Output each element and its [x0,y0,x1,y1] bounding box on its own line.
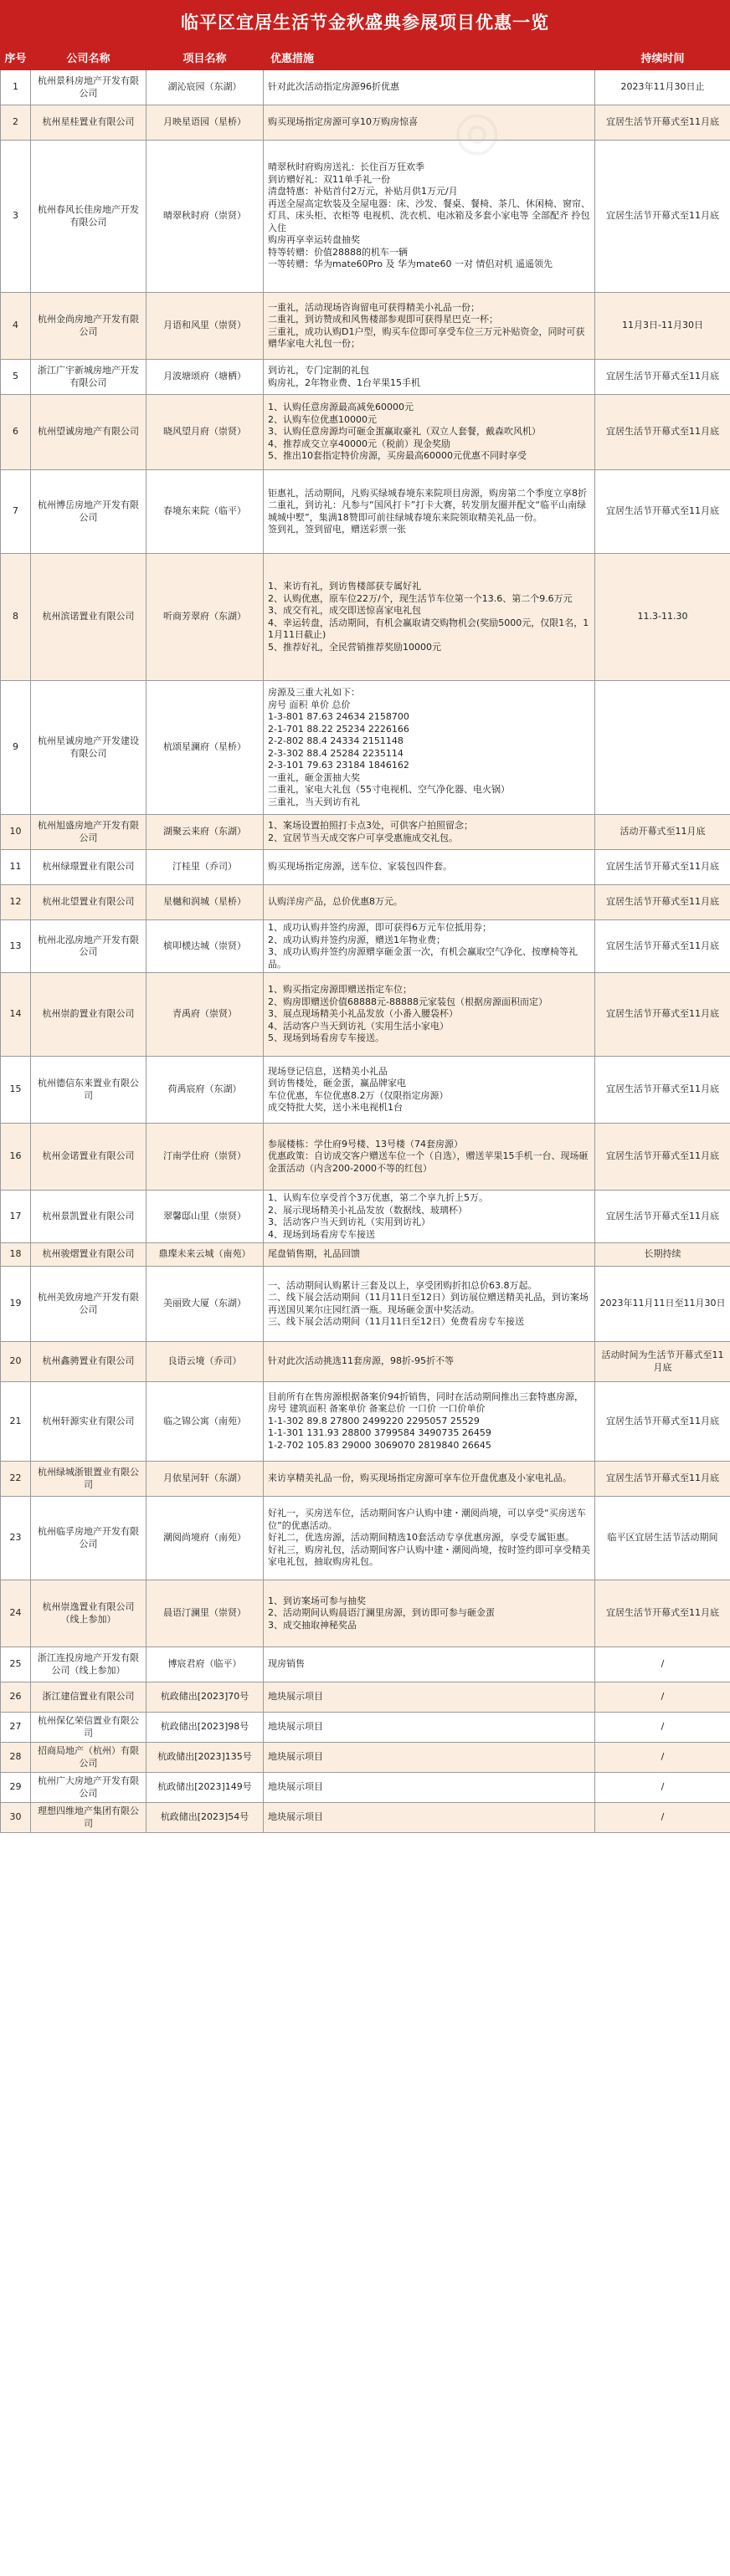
company-name: 浙江连投房地产开发有限公司（线上参加） [31,1647,147,1682]
row-number: 20 [1,1342,31,1382]
offer-details: 购买现场指定房源可享10万购房惊喜 [264,105,595,141]
table-row [1,395,730,470]
table-row [1,105,730,141]
offer-details: 到访礼，专门定制的礼包 购房礼，2年物业费、1台苹果15手机 [264,360,595,395]
project-name: 晓风望月府（崇贤） [147,395,264,470]
project-name: 杭政储出[2023]70号 [147,1682,264,1713]
offer-details: 一重礼，活动现场咨询留电可获得精美小礼品一份； 二重礼，到访赞成和风售楼部参观即可获得星巴克一杯； 三重礼，成功认购D1户型，购买车位即可享受车位三万元补贴资金，同时可获赠华家电大礼包一份； [264,293,595,360]
duration: 宜居生活节开幕式至11月底 [595,141,730,293]
project-name: 杭颂星澜府（星桥） [147,681,264,815]
company-name: 杭州金尚房地产开发有限公司 [31,293,147,360]
company-name: 杭州德信东来置业有限公司 [31,1057,147,1124]
offer-details: 1、案场设置拍照打卡点3处，可供客户拍照留念； 2、宜居节当天成交客户可享受惠施成交礼包。 [264,815,595,850]
row-number: 22 [1,1462,31,1497]
row-number: 3 [1,141,31,293]
duration: 宜居生活节开幕式至11月底 [595,105,730,141]
company-name: 浙江建信置业有限公司 [31,1682,147,1713]
row-number: 14 [1,973,31,1057]
duration: 宜居生活节开幕式至11月底 [595,1191,730,1243]
offer-details: 购买现场指定房源，送车位、家装包四件套。 [264,850,595,885]
row-number: 15 [1,1057,31,1124]
row-number: 24 [1,1580,31,1647]
company-name: 杭州北泓房地产开发有限公司 [31,920,147,973]
row-number: 23 [1,1497,31,1580]
header-duration: 持续时间 [595,44,730,70]
project-name: 湖聚云来府（东湖） [147,815,264,850]
company-name: 杭州星诚房地产开发建设有限公司 [31,681,147,815]
table-row [1,1647,730,1682]
offer-details: 1、认购任意房源最高减免60000元 2、认购车位优惠10000元 3、认购任意房源均可砸金蛋赢取豪礼（双立人套餐，戴森吹风机） 4、推荐成交立享40000元（税前）现金奖励 5、推出10套指定特价房源，买房最高60000元优惠不同时享受 [264,395,595,470]
row-number: 29 [1,1773,31,1803]
header-company: 公司名称 [31,44,147,70]
row-number: 21 [1,1382,31,1462]
duration: / [595,1647,730,1682]
duration: 宜居生活节开幕式至11月底 [595,1124,730,1191]
duration: 11.3-11.30 [595,554,730,681]
table-row [1,1057,730,1124]
duration: 宜居生活节开幕式至11月底 [595,850,730,885]
table-row [1,850,730,885]
row-number: 28 [1,1743,31,1773]
duration: / [595,1773,730,1803]
company-name: 杭州绿璟置业有限公司 [31,850,147,885]
offer-details: 认购洋房产品，总价优惠8万元。 [264,885,595,920]
duration: 长期持续 [595,1243,730,1267]
table-header [1,44,730,70]
row-number: 1 [1,70,31,105]
company-name: 杭州春风长佳房地产开发有限公司 [31,141,147,293]
duration: / [595,1713,730,1743]
project-name: 临之锦公寓（南苑） [147,1382,264,1462]
duration [595,681,730,815]
offer-details: 地块展示项目 [264,1713,595,1743]
row-number: 19 [1,1267,31,1342]
project-name: 汀桂里（乔司） [147,850,264,885]
table-row [1,70,730,105]
table-row [1,1713,730,1743]
row-number: 4 [1,293,31,360]
duration: / [595,1682,730,1713]
company-name: 杭州崇韵置业有限公司 [31,973,147,1057]
row-number: 10 [1,815,31,850]
company-name: 杭州星桂置业有限公司 [31,105,147,141]
project-name: 潮阅尚境府（南苑） [147,1497,264,1580]
row-number: 2 [1,105,31,141]
table-row [1,360,730,395]
table-row [1,1773,730,1803]
company-name: 杭州广大房地产开发有限公司 [31,1773,147,1803]
offer-details: 一、活动期间认购累计三套及以上，享受团购折扣总价63.8万起。 二、线下展会活动期间（11月11日至12日）到访展位赠送精美礼品，到访案场再送国贝莱尔庄园红酒一瓶。现场砸金蛋中奖活动。 三、线下展会活动期间（11月11日至12日）免费看房专车接送 [264,1267,595,1342]
company-name: 杭州临孚房地产开发有限公司 [31,1497,147,1580]
duration: / [595,1743,730,1773]
table-row [1,1191,730,1243]
header-project: 项目名称 [147,44,264,70]
offer-details: 地块展示项目 [264,1682,595,1713]
duration: 临平区宜居生活节活动期间 [595,1497,730,1580]
offer-details: 1、到访案场可参与抽奖 2、活动期间认购晨语汀澜里房源，到访即可参与砸金蛋 3、成交抽取神秘奖品 [264,1580,595,1647]
project-name: 听商芳翠府（东湖） [147,554,264,681]
row-number: 9 [1,681,31,815]
duration: 宜居生活节开幕式至11月底 [595,885,730,920]
company-name: 杭州北望置业有限公司 [31,885,147,920]
table-row [1,920,730,973]
company-name: 杭州绿城浙银置业有限公司 [31,1462,147,1497]
company-name: 杭州保亿荣信置业有限公司 [31,1713,147,1743]
company-name: 杭州望诚房地产有限公司 [31,395,147,470]
row-number: 5 [1,360,31,395]
company-name: 杭州鑫骋置业有限公司 [31,1342,147,1382]
table-row [1,1580,730,1647]
table-row [1,1803,730,1833]
table-row [1,141,730,293]
offer-details: 尾盘销售期，礼品回馈 [264,1243,595,1267]
company-name: 招商局地产（杭州）有限公司 [31,1743,147,1773]
header-no: 序号 [1,44,31,70]
offer-details: 针对此次活动指定房源96折优惠 [264,70,595,105]
table-row [1,1243,730,1267]
row-number: 8 [1,554,31,681]
project-name: 晴翠秋时府（崇贤） [147,141,264,293]
row-number: 18 [1,1243,31,1267]
row-number: 6 [1,395,31,470]
offer-details: 地块展示项目 [264,1773,595,1803]
company-name: 杭州金诺置业有限公司 [31,1124,147,1191]
project-name: 湖沁宸园（东湖） [147,70,264,105]
project-name: 月映星语园（星桥） [147,105,264,141]
offer-details: 现场登记信息，送精美小礼品 到访售楼处，砸金蛋，赢品牌家电 车位优惠，车位优惠8.2万（仅限指定房源） 成交特批大奖，送小米电视机1台 [264,1057,595,1124]
company-name: 杭州滨诺置业有限公司 [31,554,147,681]
company-name: 杭州景凯置业有限公司 [31,1191,147,1243]
table-row [1,1743,730,1773]
company-name: 杭州旭盛房地产开发有限公司 [31,815,147,850]
table-row [1,470,730,554]
duration: 宜居生活节开幕式至11月底 [595,360,730,395]
project-name: 青禹府（崇贤） [147,973,264,1057]
table-row [1,681,730,815]
duration: 11月3日-11月30日 [595,293,730,360]
project-name: 良语云境（乔司） [147,1342,264,1382]
project-table [0,44,730,1833]
duration: 宜居生活节开幕式至11月底 [595,1382,730,1462]
offer-details: 针对此次活动挑选11套房源，98折-95折不等 [264,1342,595,1382]
row-number: 27 [1,1713,31,1743]
offer-details: 参展楼栋：学仕府9号楼、13号楼（74套房源） 优惠政策：自访成交客户赠送车位一个（自选），赠送苹果15手机一台、现场砸金蛋活动（内含200-2000不等的红包） [264,1124,595,1191]
company-name: 杭州美致房地产开发有限公司 [31,1267,147,1342]
project-name: 杭政储出[2023]54号 [147,1803,264,1833]
project-name: 槟叩檨达城（崇贤） [147,920,264,973]
row-number: 26 [1,1682,31,1713]
project-name: 荷禹宸府（东湖） [147,1057,264,1124]
table-row [1,1124,730,1191]
offer-details: 房源及三重大礼如下： 房号 面积 单价 总价 1-3-801 87.63 24634 2158700 2-1-701 88.22 25234 2226166 2-2-802 88.4 24334 2151148 2-3-302 88.4 25284 2235114 2-3-101 79.63 23184 1846162 一重礼，砸金蛋抽大奖 二重礼，家电大礼包（55寸电视机、空气净化器、电火锅） 三重礼，当天到访有礼 [264,681,595,815]
table-body [1,70,730,1833]
row-number: 13 [1,920,31,973]
company-name: 杭州骏熠置业有限公司 [31,1243,147,1267]
project-name: 月语和风里（崇贤） [147,293,264,360]
table-row [1,1682,730,1713]
table-row [1,815,730,850]
project-name: 星樾和润城（星桥） [147,885,264,920]
project-name: 美丽致大厦（东湖） [147,1267,264,1342]
duration: 宜居生活节开幕式至11月底 [595,470,730,554]
duration: 2023年11月30日止 [595,70,730,105]
table-row [1,293,730,360]
row-number: 30 [1,1803,31,1833]
offer-details: 钜惠礼，活动期间，凡购买绿城春境东来院项目房源，购房第二个季度立享8折 二重礼，到访礼：凡参与“国风打卡”打卡大赛，转发朋友圈并配文“临平山南绿城城中墅”，集满18赞即可前往绿城春境东来院领取精美礼品一份。 签到礼，签到留电，赠送彩票一张 [264,470,595,554]
company-name: 杭州博岳房地产开发有限公司 [31,470,147,554]
offer-details: 晴翠秋时府购房送礼：长住百万狂欢季 到访赠好礼：双11单手礼一份 清盘特惠：补贴首付2万元，补贴月供1万元/月 再送全屋高定软装及全屋电器：床、沙发、餐桌、餐椅、茶几、休闲椅、窗帘、灯具、床头柜、衣柜等 电视机、洗衣机、电冰箱及多套小家电等 全部配齐 拎包入住 购房再享幸运转盘抽奖 特等转赠：价值28888的机车一辆 一等转赠：华为mate60Pro 及 华为mate60 一对 情侣对机 遥遥领先 [264,141,595,293]
table-row [1,1382,730,1462]
project-name: 春境东来院（临平） [147,470,264,554]
offer-details: 现房销售 [264,1647,595,1682]
table-row [1,1497,730,1580]
duration: 宜居生活节开幕式至11月底 [595,1462,730,1497]
duration: 活动开幕式至11月底 [595,815,730,850]
offer-details: 地块展示项目 [264,1743,595,1773]
table-row [1,554,730,681]
table-row [1,1267,730,1342]
duration: / [595,1803,730,1833]
offer-details: 地块展示项目 [264,1803,595,1833]
project-name: 晨语汀澜里（崇贤） [147,1580,264,1647]
table-row [1,1342,730,1382]
offer-details: 1、认购车位享受首个3万优惠，第二个享九折上5万。 2、展示现场精美小礼品发放（数据线、玻璃杯） 3、活动客户当天到访礼（实用到访礼） 4、现场到场看房专车接送 [264,1191,595,1243]
row-number: 12 [1,885,31,920]
company-name: 杭州轩源实业有限公司 [31,1382,147,1462]
duration: 活动时间为生活节开幕式至11月底 [595,1342,730,1382]
project-name: 鼎璨未来云城（南苑） [147,1243,264,1267]
project-name: 杭政储出[2023]135号 [147,1743,264,1773]
project-name: 翠馨邸山里（崇贤） [147,1191,264,1243]
project-name: 月依星河轩（东湖） [147,1462,264,1497]
offer-details: 好礼一，买房送车位，活动期间客户认购中建・潮阅尚境，可以享受“买房送车位”的优惠活动。 好礼二，优选房源，活动期间精选10套活动专享优惠房源，享受专属钜惠。 好礼三，购房礼包，活动期间客户认购中建・潮阅尚境，按时签约即可享受精美家电礼包，抽取购房礼包。 [264,1497,595,1580]
offer-details: 1、来访有礼，到访售楼部获专属好礼 2、认购优惠，原车位22万/个，现生活节车位第一个13.6、第二个9.6万元 3、成交有礼，成交即送惊喜家电礼包 4、幸运转盘，活动期间，有机会赢取请交购物机会(奖励5000元，仅限1名，11月11日截止) 5、推荐好礼，全民营销推荐奖励10000元 [264,554,595,681]
row-number: 11 [1,850,31,885]
offer-details: 1、购买指定房源即赠送指定车位； 2、购房即赠送价值68888元-88888元家装包（根据房源面积而定） 3、展点现场精美小礼品发放（小番入腰袋杯） 4、活动客户当天到访礼（实用生活小家电） 5、现场到场看房专车接送。 [264,973,595,1057]
page-title: 临平区宜居生活节金秋盛典参展项目优惠一览 [0,0,730,44]
row-number: 25 [1,1647,31,1682]
company-name: 杭州景科房地产开发有限公司 [31,70,147,105]
header-offer: 优惠措施 [264,44,595,70]
table-row [1,1462,730,1497]
company-name: 理想四维地产集团有限公司 [31,1803,147,1833]
duration: 宜居生活节开幕式至11月底 [595,920,730,973]
project-name: 汀南学仕府（崇贤） [147,1124,264,1191]
row-number: 7 [1,470,31,554]
table-row [1,973,730,1057]
duration: 宜居生活节开幕式至11月底 [595,395,730,470]
table-row [1,885,730,920]
project-name: 博宸君府（临平） [147,1647,264,1682]
duration: 宜居生活节开幕式至11月底 [595,973,730,1057]
project-name: 杭政储出[2023]98号 [147,1713,264,1743]
duration: 2023年11月11日至11月30日 [595,1267,730,1342]
offer-details: 目前所有在售房源根据备案价94折销售，同时在活动期间推出三套特惠房源， 房号 建筑面积 备案单价 备案总价 一口价 一口价单价 1-1-302 89.8 27800 2499220 2295057 25529 1-1-301 131.93 28800 3799584 3490735 26459 1-2-702 105.83 29000 3069070 2819840 26645 [264,1382,595,1462]
offer-details: 1、成功认购并签约房源，即可获得6万元车位抵用券； 2、成功认购并签约房源，赠送1年物业费； 3、成功认购并签约房源赠享砸金蛋一次，有机会赢取空气净化、按摩椅等礼品。 [264,920,595,973]
row-number: 16 [1,1124,31,1191]
duration: 宜居生活节开幕式至11月底 [595,1057,730,1124]
project-name: 杭政储出[2023]149号 [147,1773,264,1803]
company-name: 杭州崇逸置业有限公司（线上参加） [31,1580,147,1647]
row-number: 17 [1,1191,31,1243]
project-name: 月波塘颂府（塘栖） [147,360,264,395]
company-name: 浙江广宇新城房地产开发有限公司 [31,360,147,395]
offer-details: 来访享精美礼品一份，购买现场指定房源可享车位开盘优惠及小家电礼品。 [264,1462,595,1497]
duration: 宜居生活节开幕式至11月底 [595,1580,730,1647]
